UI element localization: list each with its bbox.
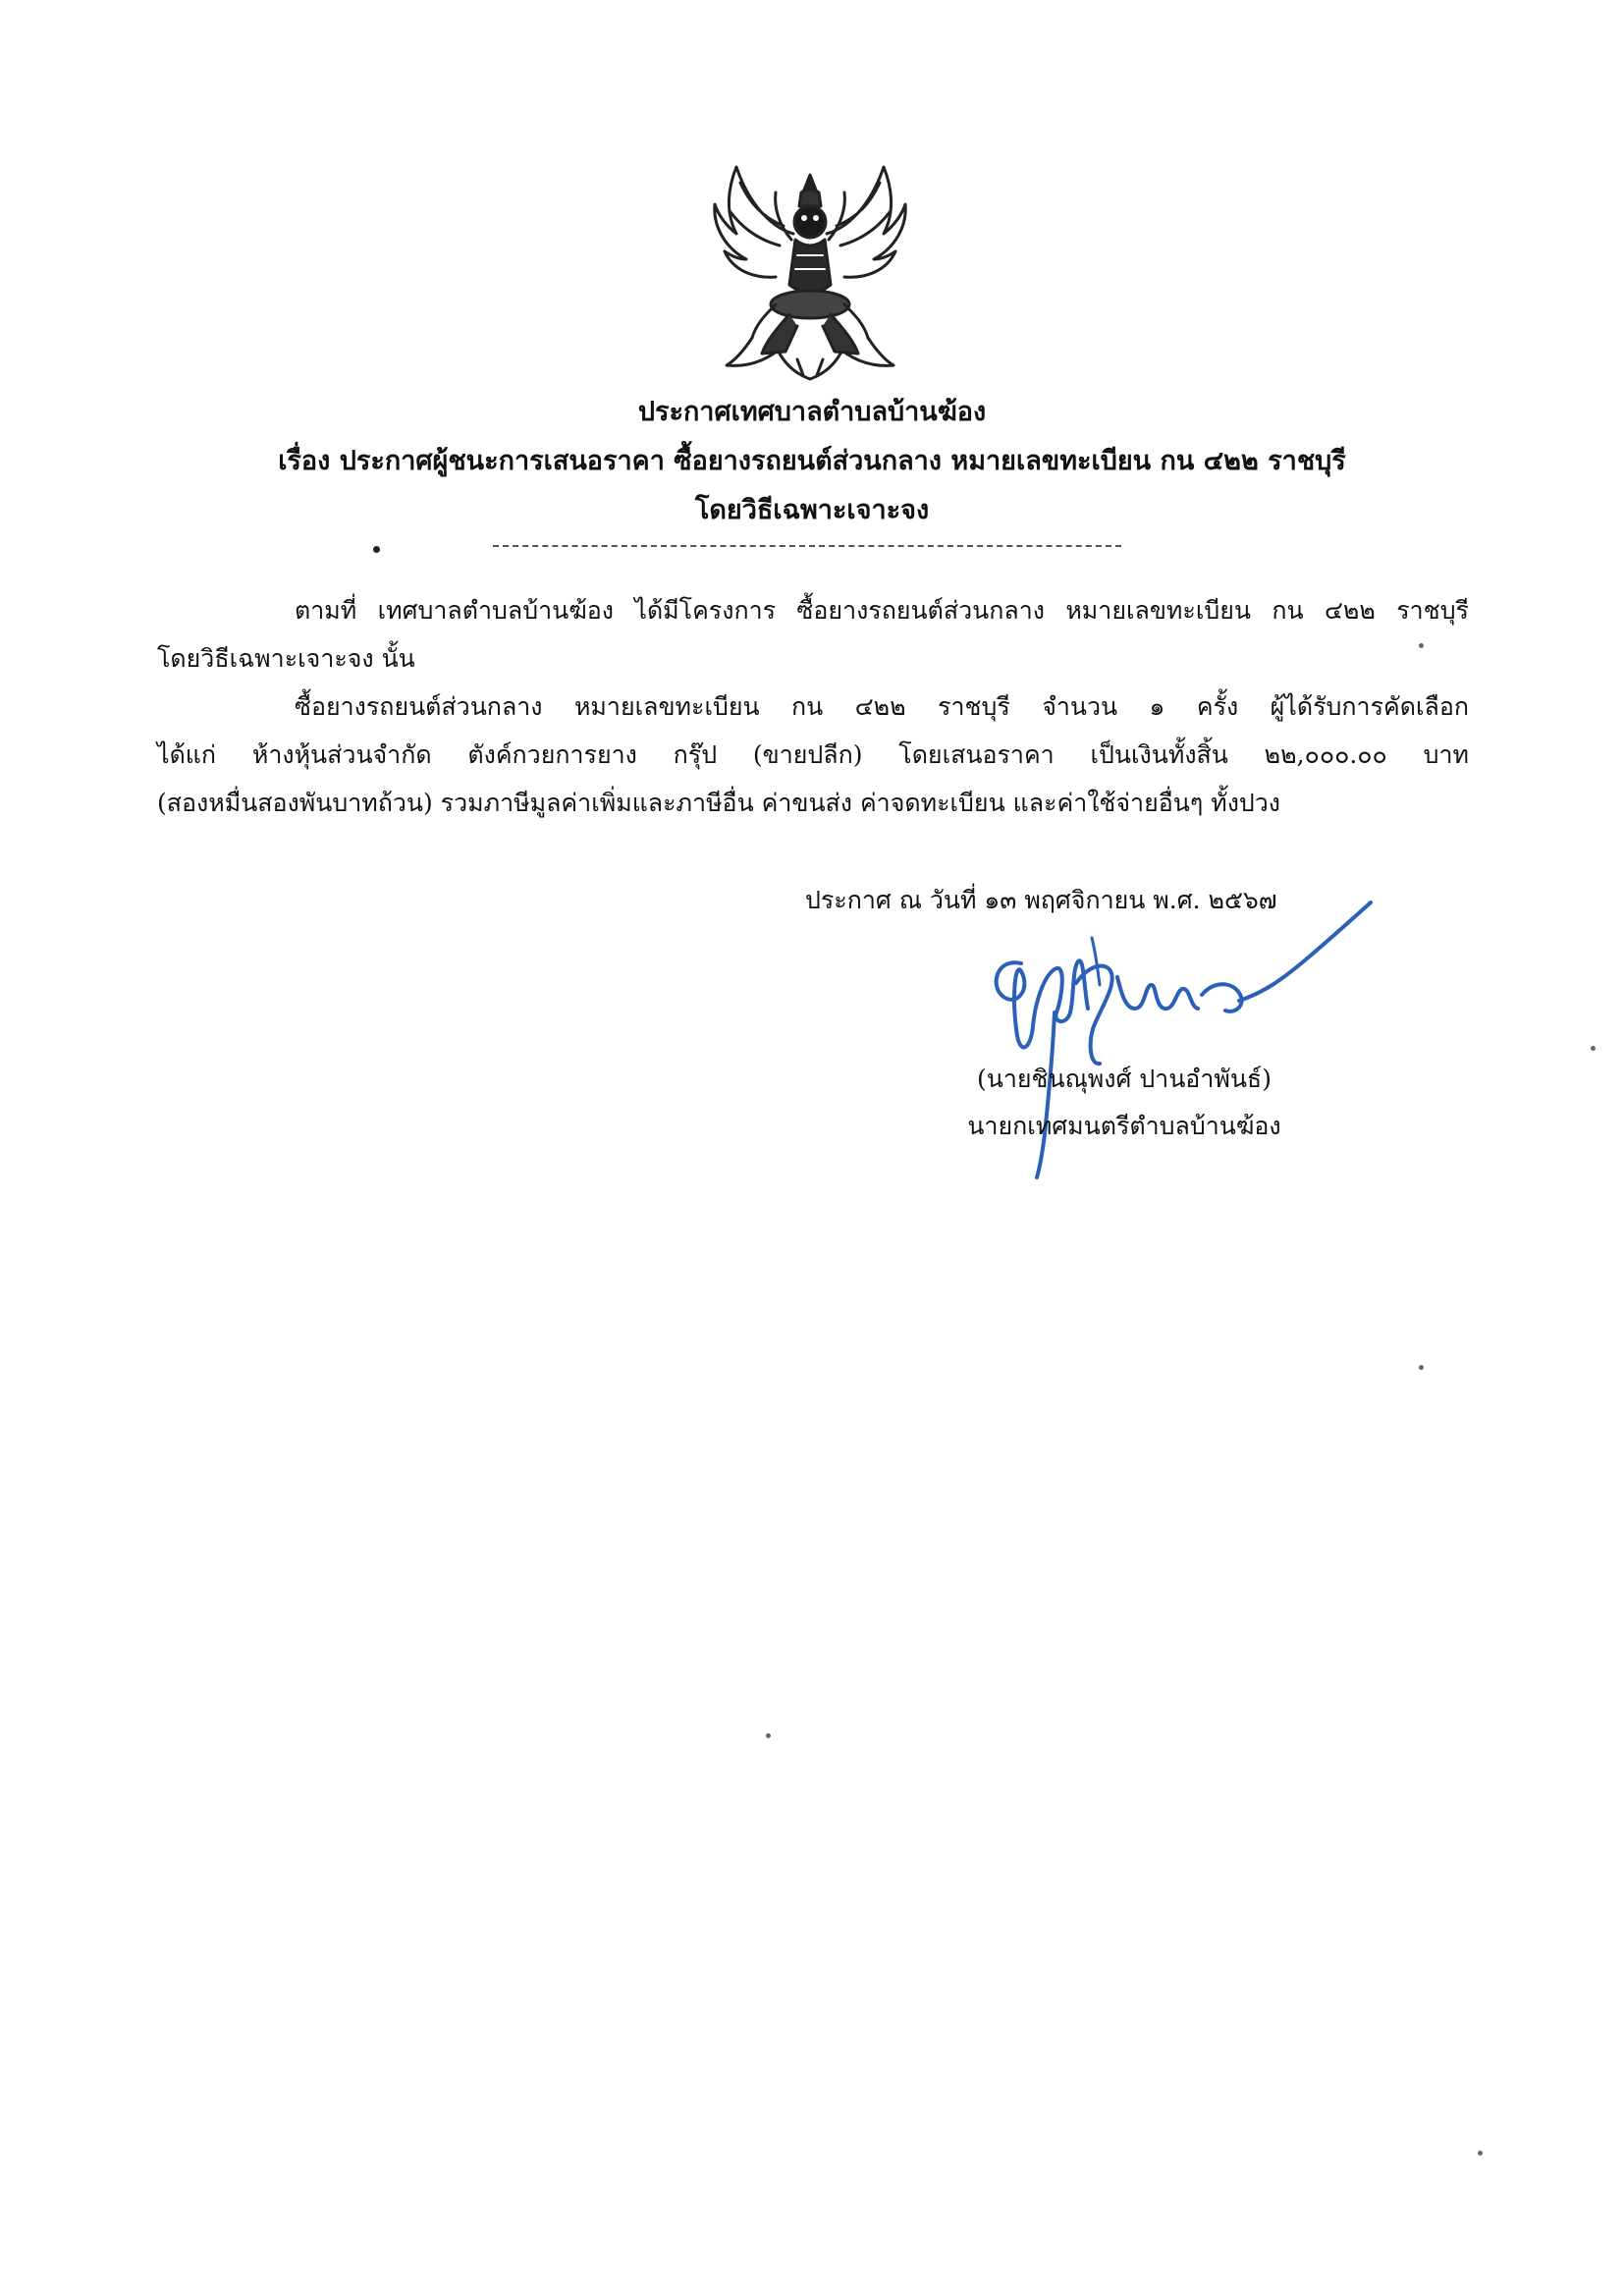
header-title: ประกาศเทศบาลตำบลบ้านฆ้อง	[637, 397, 987, 427]
scan-speck	[1419, 643, 1424, 648]
signer-position: นายกเทศมนตรีตำบลบ้านฆ้อง	[967, 1112, 1281, 1140]
paragraph-project	[157, 586, 1469, 683]
announcement-header	[147, 388, 1477, 535]
garuda-emblem-icon	[707, 157, 913, 383]
paragraph-line: ตามที่ เทศบาลตำบลบ้านฆ้อง ได้มีโครงการ ซื้อยางรถยนต์ส่วนกลาง หมายเลขทะเบียน กน ๔๒๒ ราชบุรี	[295, 596, 1469, 625]
scan-speck	[1419, 1365, 1424, 1370]
scan-speck	[766, 1733, 771, 1738]
paragraph-line: ซื้อยางรถยนต์ส่วนกลาง หมายเลขทะเบียน กน ๔๒๒ ราชบุรี จำนวน ๑ ครั้ง ผู้ได้รับการคัดเลือก	[295, 692, 1469, 721]
scan-speck	[1591, 1046, 1596, 1051]
paragraph-line: โดยวิธีเฉพาะเจาะจง นั้น	[157, 644, 415, 673]
stray-dot-mark	[373, 546, 380, 553]
paragraph-line: ได้แก่ ห้างหุ้นส่วนจำกัด ตังค์กวยการยาง กรุ๊ป (ขายปลีก) โดยเสนอราคา เป็นเงินทั้งสิ้น ๒๒,๐๐๐.๐๐ บาท	[157, 740, 1469, 769]
paragraph-award	[157, 683, 1469, 827]
announcement-date: ประกาศ ณ วันที่ ๑๓ พฤศจิกายน พ.ศ. ๒๕๖๗	[805, 886, 1277, 914]
dashed-separator	[493, 545, 1121, 547]
scan-speck	[1478, 2151, 1483, 2156]
signer-name: (นายชินณุพงศ์ ปานอำพันธ์)	[977, 1065, 1272, 1093]
paragraph-line: (สองหมื่นสองพันบาทถ้วน) รวมภาษีมูลค่าเพิ่มและภาษีอื่น ค่าขนส่ง ค่าจดทะเบียน และค่าใช้จ่ายอื่นๆ ทั้งปวง	[157, 789, 1281, 817]
signer-block	[943, 1056, 1306, 1150]
header-subject: เรื่อง ประกาศผู้ชนะการเสนอราคา ซื้อยางรถยนต์ส่วนกลาง หมายเลขทะเบียน กน ๔๒๒ ราชบุรี	[278, 446, 1346, 476]
header-method: โดยวิธีเฉพาะเจาะจง	[694, 495, 930, 525]
